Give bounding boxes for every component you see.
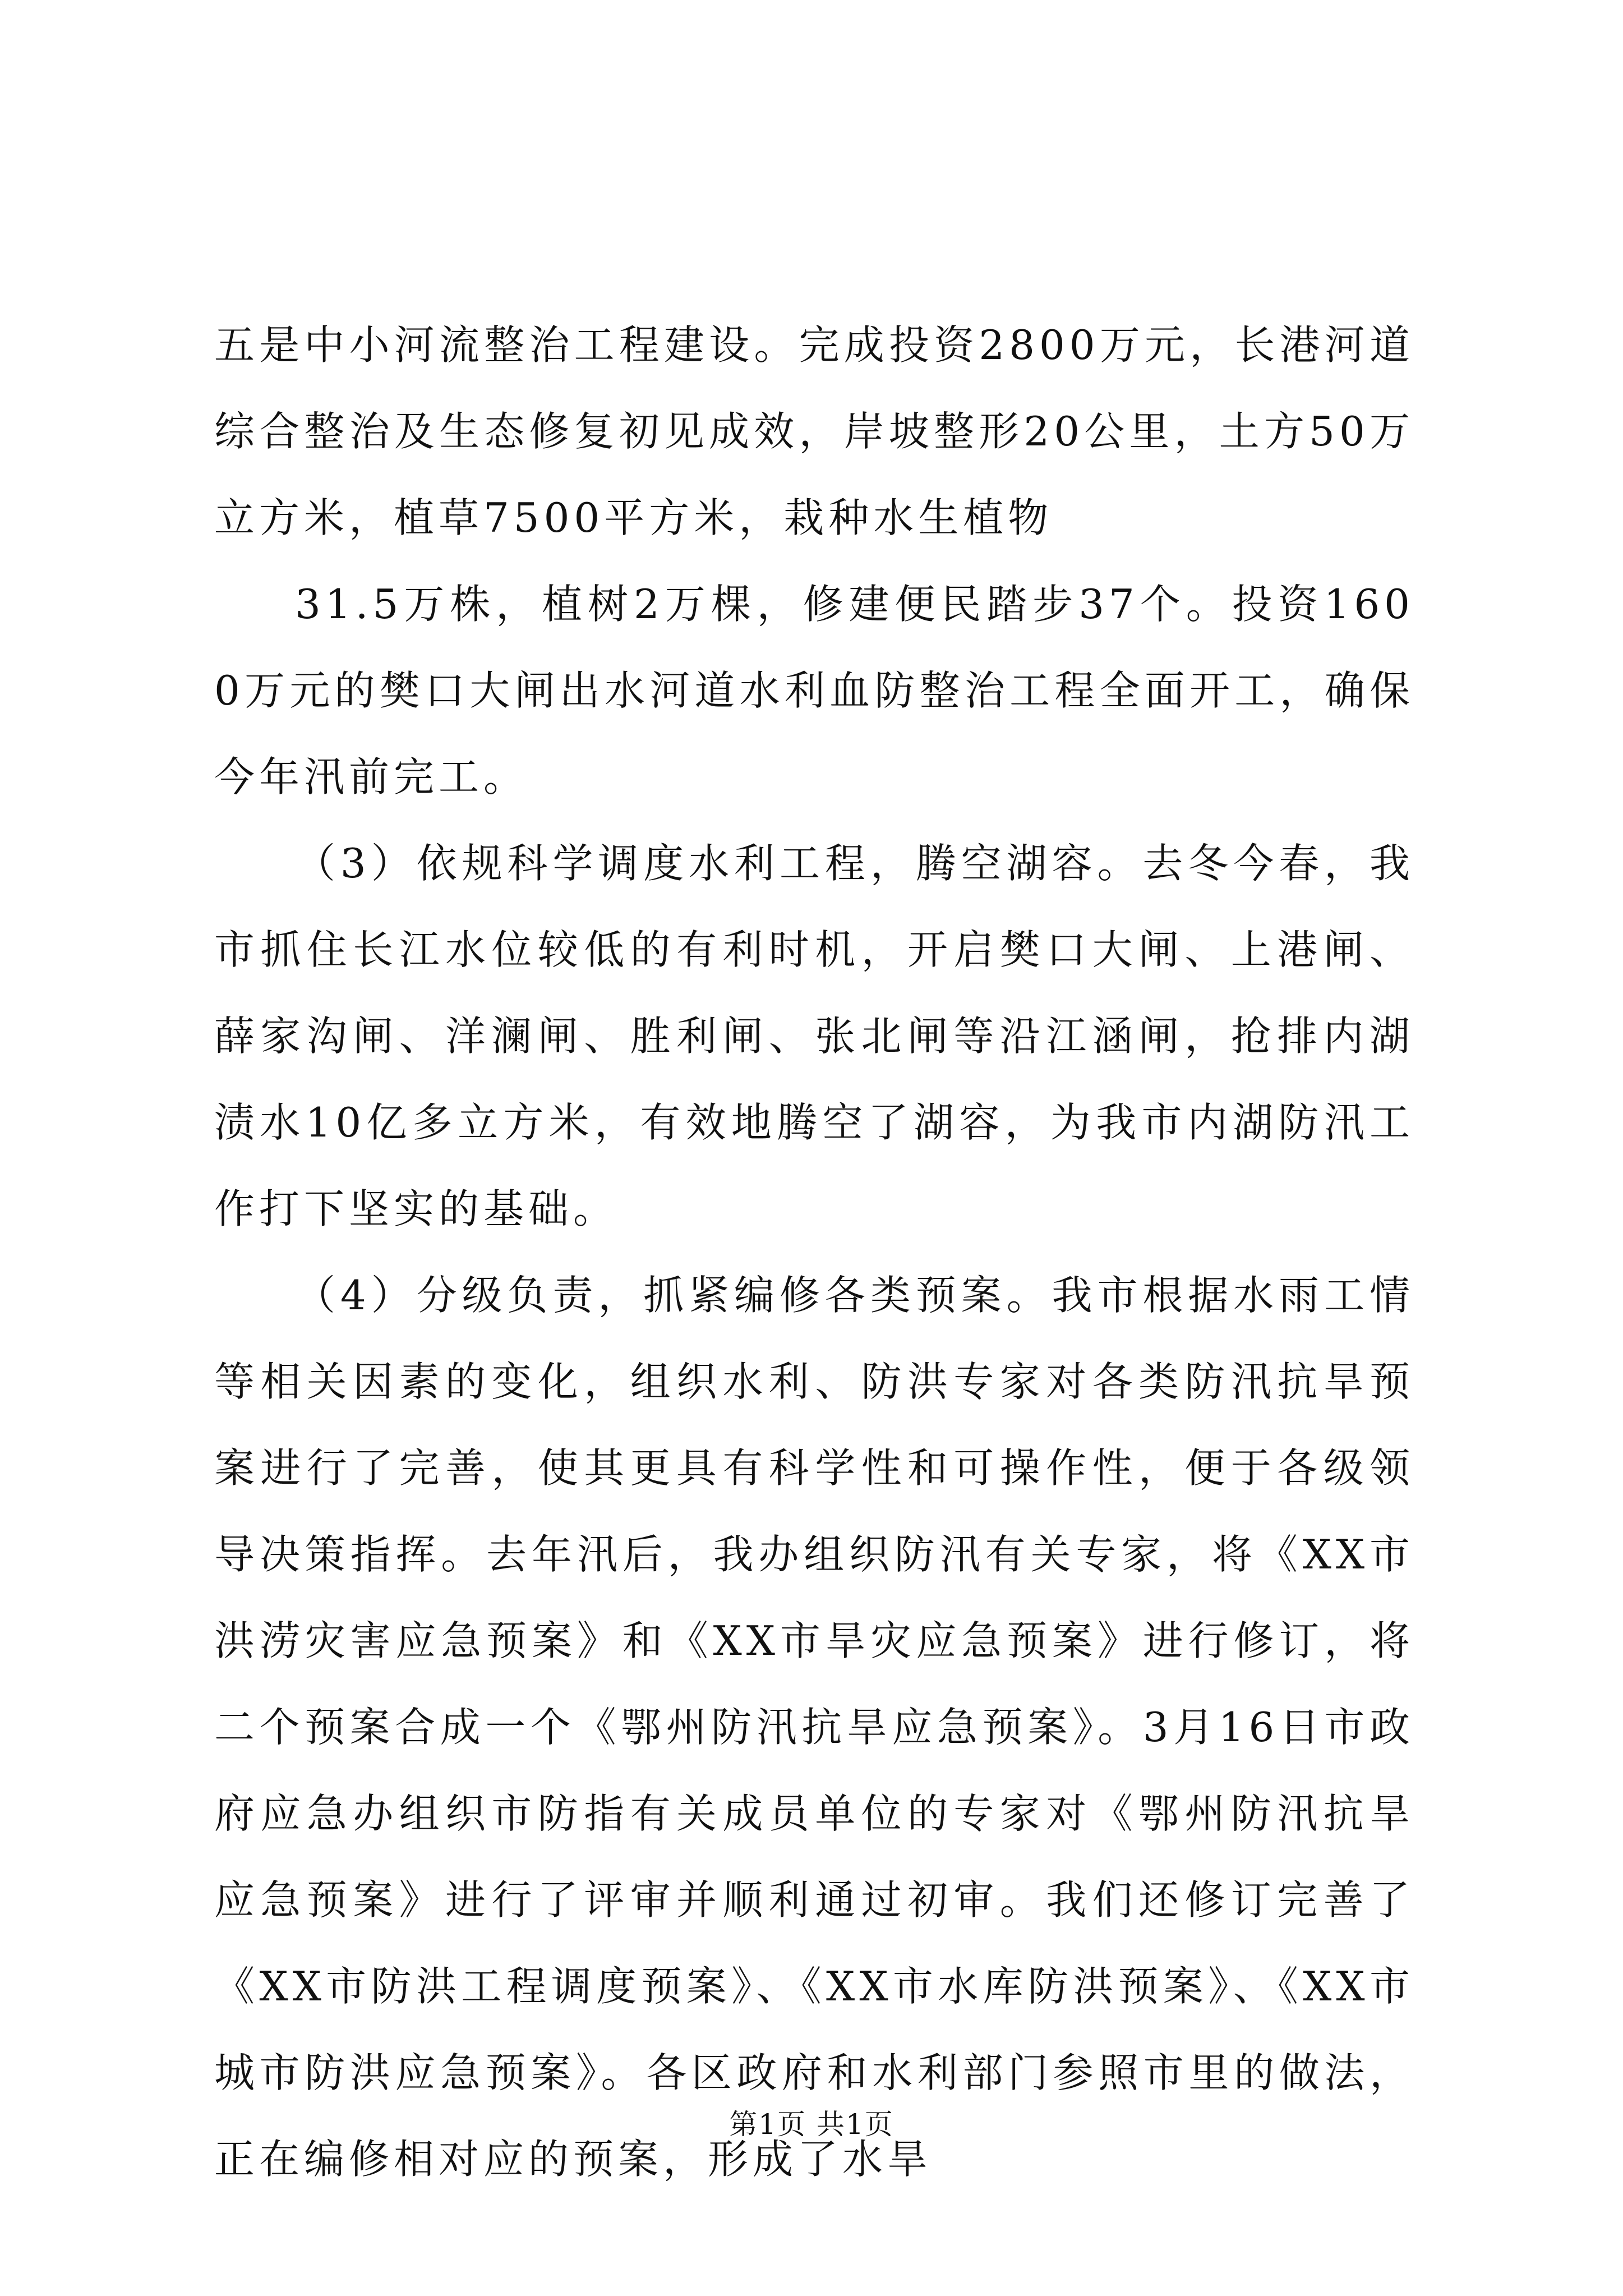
document-body: [214, 302, 1414, 2202]
paragraph-item-4: （4）分级负责，抓紧编修各类预案。我市根据水雨工情等相关因素的变化，组织水利、防洪专家对各类防汛抗旱预案进行了完善，使其更具有科学性和可操作性，便于各级领导决策指挥。去年汛后，我办组织防汛有关专家，将《XX市洪涝灾害应急预案》和《XX市旱灾应急预案》进行修订，将二个预案合成一个《鄂州防汛抗旱应急预案》。3月16日市政府应急办组织市防指有关成员单位的专家对《鄂州防汛抗旱应急预案》进行了评审并顺利通过初审。我们还修订完善了《XX市防洪工程调度预案》、《XX市水库防洪预案》、《XX市城市防洪应急预案》。各区政府和水利部门参照市里的做法，正在编修相对应的预案，形成了水旱: [214, 1272, 1414, 2183]
paragraph-plantings: 31.5万株，植树2万棵，修建便民踏步37个。投资1600万元的樊口大闸出水河道水利血防整治工程全面开工，确保今年汛前完工。: [214, 581, 1414, 800]
page-footer: 第1页 共1页: [729, 2108, 894, 2141]
paragraph-river-regulation: 五是中小河流整治工程建设。完成投资2800万元，长港河道综合整治及生态修复初见成效，岸坡整形20公里，土方50万立方米，植草7500平方米，栽种水生植物: [214, 321, 1414, 541]
paragraph-item-3: （3）依规科学调度水利工程，腾空湖容。去冬今春，我市抓住长江水位较低的有利时机，开启樊口大闸、上港闸、薛家沟闸、洋澜闸、胜利闸、张北闸等沿江涵闸，抢排内湖渍水10亿多立方米，有效地腾空了湖容，为我市内湖防汛工作打下坚实的基础。: [214, 840, 1414, 1232]
